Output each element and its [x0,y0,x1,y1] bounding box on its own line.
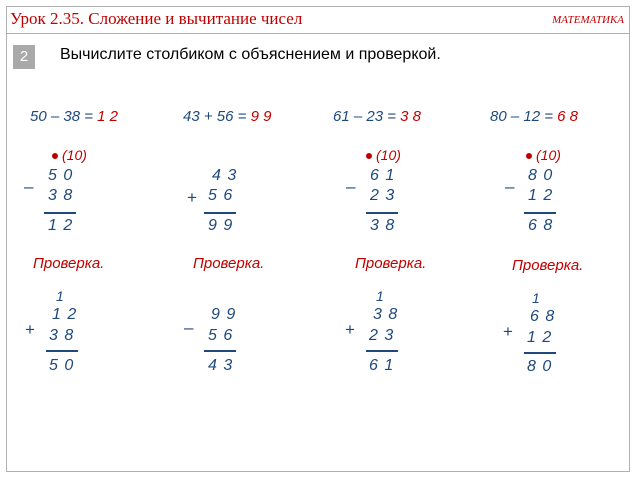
equation-result: 9 9 [250,108,272,125]
column-result: 5 0 [49,357,75,374]
addend-top: 3 8 [373,306,399,323]
check-label: Проверка. [33,255,105,272]
subject-label: МАТЕМАТИКА [552,14,624,26]
minuend: 6 1 [370,167,396,184]
column-line [204,350,236,352]
equation-result: 1 2 [97,108,119,125]
addend-bottom: 5 6 [208,187,234,204]
plus-sign: + [503,322,513,341]
column-result: 8 0 [527,358,553,375]
plus-sign: + [187,188,197,207]
column-result: 3 8 [370,217,396,234]
column-result: 1 2 [48,217,74,234]
subtrahend: 5 6 [208,327,234,344]
subtrahend: 2 3 [370,187,396,204]
column-line [204,212,236,214]
equation-expr: 43 + 56 = [183,108,251,125]
borrow-note [366,147,401,163]
task-number-badge: 2 [13,45,35,69]
equation-result: 6 8 [557,108,579,125]
column-result: 6 8 [528,217,554,234]
lesson-title: Урок 2.35. Сложение и вычитание чисел [10,9,303,28]
carry-digit: 1 [532,290,540,306]
addend-bottom: 3 8 [49,327,75,344]
subtrahend: 1 2 [528,187,554,204]
column-line [46,350,78,352]
minuend: 9 9 [211,306,237,323]
bullet-dot [52,153,58,159]
bullet-dot [526,153,532,159]
column-result: 9 9 [208,217,234,234]
carry-digit: 1 [376,288,384,304]
plus-sign: + [25,320,35,339]
task-instruction: Вычислите столбиком с объяснением и проверкой. [60,46,441,63]
carry-digit: 1 [56,288,64,304]
minus-sign: – [184,318,194,337]
equation-4 [490,108,578,125]
borrow-note [52,147,87,163]
column-line [44,212,76,214]
addend-top: 4 3 [212,167,238,184]
borrow-label: (10) [376,147,401,163]
column-line [524,352,556,354]
column-line [366,212,398,214]
equation-result: 3 8 [400,108,422,125]
header-divider [7,33,629,34]
minuend: 8 0 [528,167,554,184]
column-result: 4 3 [208,357,234,374]
addend-bottom: 1 2 [527,329,553,346]
minus-sign: – [24,177,34,196]
minus-sign: – [505,177,515,196]
equation-3 [333,108,421,125]
column-line [524,212,556,214]
minuend: 5 0 [48,167,74,184]
addend-top: 1 2 [52,306,78,323]
addend-bottom: 2 3 [369,327,395,344]
borrow-note [526,147,561,163]
addend-top: 6 8 [530,308,556,325]
check-label: Проверка. [355,255,427,272]
equation-expr: 61 – 23 = [333,108,401,125]
column-line [366,350,398,352]
check-label: Проверка. [512,257,584,274]
column-result: 6 1 [369,357,395,374]
equation-expr: 80 – 12 = [490,108,558,125]
subtrahend: 3 8 [48,187,74,204]
check-label: Проверка. [193,255,265,272]
bullet-dot [366,153,372,159]
borrow-label: (10) [62,147,87,163]
minus-sign: – [346,177,356,196]
equation-expr: 50 – 38 = [30,108,98,125]
equation-1 [30,108,118,125]
slide-frame [6,6,630,472]
plus-sign: + [345,320,355,339]
equation-2 [183,108,271,125]
borrow-label: (10) [536,147,561,163]
